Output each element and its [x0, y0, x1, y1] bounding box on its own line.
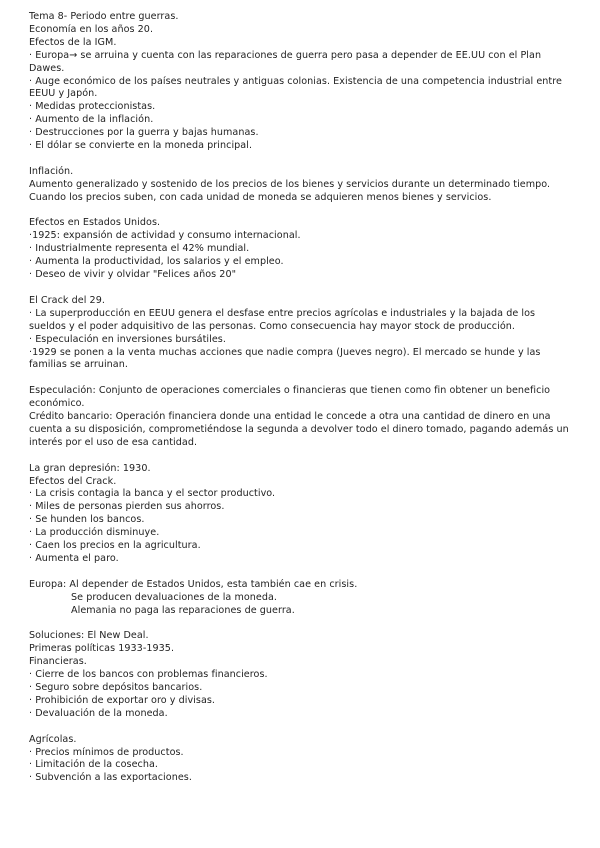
list-item: · Se hunden los bancos. — [29, 514, 145, 526]
list-item: ·1929 se ponen a la venta muchas acciones que nadie compra (Jueves negro). El mercado se hunde y las familias se arruinan. — [29, 346, 541, 371]
list-item: · Seguro sobre depósitos bancarios. — [29, 682, 203, 694]
page-title: Tema 8- Periodo entre guerras. — [29, 11, 179, 22]
notes-page — [29, 11, 569, 785]
list-item: · Medidas proteccionistas. — [29, 101, 156, 113]
list-item: · Miles de personas pierden sus ahorros. — [29, 501, 225, 513]
list-item: · Precios mínimos de productos. — [29, 746, 184, 758]
list-item: · Europa→ se arruina y cuenta con las reparaciones de guerra pero pasa a depender de EE.UU con el Plan Dawes. — [29, 49, 542, 74]
list-item: · Prohibición de exportar oro y divisas. — [29, 694, 216, 706]
list-item: · Auge económico de los países neutrales y antiguas colonias. Existencia de una competencia industrial entre EEUU y Japón. — [29, 75, 562, 100]
section-subtitle: Economía en los años 20. — [29, 23, 154, 35]
list-item: ·1925: expansión de actividad y consumo internacional. — [29, 230, 301, 242]
inflacion-text: Aumento generalizado y sostenido de los precios de los bienes y servicios durante un determinado tiempo. Cuando los precios suben, con cada unidad de moneda se adquieren menos bienes y servicios. — [29, 178, 551, 203]
spacer — [29, 205, 569, 218]
depresion-heading: La gran depresión: 1930. — [29, 462, 151, 474]
agricolas-heading: Agrícolas. — [29, 733, 77, 745]
list-item: · Especulación en inversiones bursátiles. — [29, 333, 226, 345]
spacer — [29, 566, 569, 579]
list-item: · Caen los precios en la agricultura. — [29, 540, 201, 552]
list-item: · La producción disminuye. — [29, 527, 160, 539]
list-item: · Subvención a las exportaciones. — [29, 772, 192, 784]
list-item: · Destrucciones por la guerra y bajas humanas. — [29, 127, 259, 139]
europa-line: Se producen devaluaciones de la moneda. — [71, 591, 278, 603]
spacer — [29, 372, 569, 385]
crack-heading: El Crack del 29. — [29, 294, 105, 306]
list-item: · Devaluación de la moneda. — [29, 707, 168, 719]
list-item: · La superproducción en EEUU genera el desfase entre precios agrícolas e industriales y la bajada de los sueldos y el poder adquisitivo de las personas. Como consecuencia hay mayor stock de producción. — [29, 307, 536, 332]
depresion-subheading: Efectos del Crack. — [29, 475, 117, 487]
list-item: · El dólar se convierte en la moneda principal. — [29, 140, 253, 152]
spacer — [29, 282, 569, 295]
list-item: · Deseo de vivir y olvidar "Felices años 20" — [29, 269, 237, 281]
definition-credito: Crédito bancario: Operación financiera donde una entidad le concede a otra una cantidad de dinero en una cuenta a su disposición, comprometiéndose la segunda a devolver todo el dinero tomado, pagando además un interés por el uso de esa cantidad. — [29, 411, 569, 448]
igm-heading: Efectos de la IGM. — [29, 36, 117, 48]
soluciones-subheading: Primeras políticas 1933-1935. — [29, 643, 175, 655]
spacer — [29, 153, 569, 166]
financieras-heading: Financieras. — [29, 656, 87, 668]
list-item: · Limitación de la cosecha. — [29, 759, 159, 771]
list-item: · La crisis contagia la banca y el sector productivo. — [29, 488, 276, 500]
list-item: · Aumenta el paro. — [29, 552, 119, 564]
inflacion-heading: Inflación. — [29, 165, 74, 177]
list-item: · Cierre de los bancos con problemas financieros. — [29, 669, 268, 681]
europa-line: Alemania no paga las reparaciones de guerra. — [71, 604, 295, 616]
list-item: · Aumento de la inflación. — [29, 114, 154, 126]
list-item: · Industrialmente representa el 42% mundial. — [29, 243, 250, 255]
europa-line: Europa: Al depender de Estados Unidos, esta también cae en crisis. — [29, 578, 358, 590]
spacer — [29, 721, 569, 734]
soluciones-heading: Soluciones: El New Deal. — [29, 630, 149, 642]
list-item: · Aumenta la productividad, los salarios y el empleo. — [29, 256, 284, 268]
eeuu-heading: Efectos en Estados Unidos. — [29, 217, 161, 229]
definition-especulacion: Especulación: Conjunto de operaciones comerciales o financieras que tienen como fin obtener un beneficio económico. — [29, 385, 551, 410]
spacer — [29, 450, 569, 463]
spacer — [29, 618, 569, 631]
